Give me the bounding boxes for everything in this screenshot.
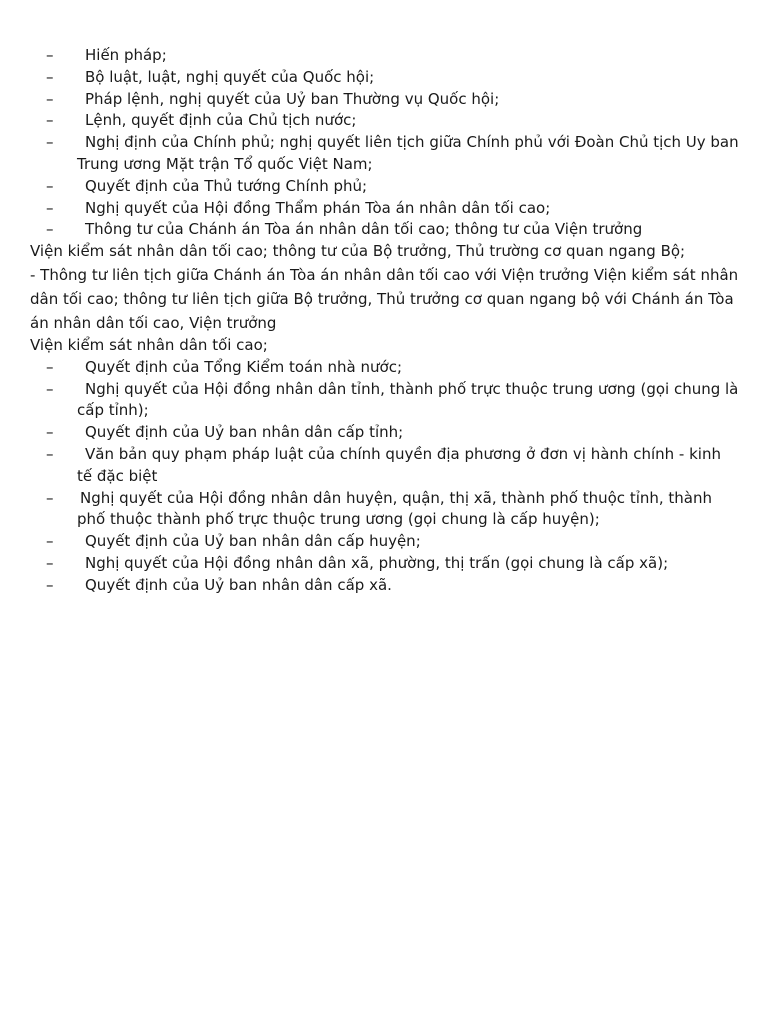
list-dash: – bbox=[46, 553, 54, 572]
list-item-text: Văn bản quy phạm pháp luật của chính quyền địa phương ở đơn vị hành chính - kinh tế đặc biệt bbox=[77, 444, 721, 485]
list-item bbox=[30, 357, 740, 379]
list-item-text: Quyết định của Uỷ ban nhân dân cấp tỉnh; bbox=[85, 423, 404, 442]
list-item bbox=[30, 67, 740, 89]
list-item-text: Hiến pháp; bbox=[85, 46, 167, 64]
list-dash: – bbox=[46, 575, 54, 594]
paragraph: Viện kiểm sát nhân dân tối cao; thông tư của Bộ trưởng, Thủ trường cơ quan ngang Bộ; bbox=[30, 242, 686, 261]
list-item-text: Pháp lệnh, nghị quyết của Uỷ ban Thường vụ Quốc hội; bbox=[85, 89, 500, 108]
list-dash: – bbox=[46, 133, 54, 152]
list-item bbox=[30, 89, 740, 111]
list-dash: – bbox=[46, 532, 54, 551]
list-item bbox=[30, 132, 740, 176]
list-item-text: Thông tư của Chánh án Tòa án nhân dân tối cao; thông tư của Viện trưởng bbox=[85, 220, 643, 239]
list-item-text: Nghị quyết của Hội đồng nhân dân tỉnh, thành phố trực thuộc trung ương (gọi chung là cấp tỉnh); bbox=[77, 379, 739, 420]
list-item bbox=[30, 176, 740, 198]
list-item bbox=[30, 45, 740, 67]
list-item bbox=[30, 553, 740, 575]
list-item-text: Bộ luật, luật, nghị quyết của Quốc hội; bbox=[85, 67, 375, 86]
paragraph: - Thông tư liên tịch giữa Chánh án Tòa án nhân dân tối cao với Viện trưởng Viện kiểm sát nhân dân tối cao; thông tư liên tịch giữa Bộ trưởng, Thủ trưởng cơ quan ngang bộ với Chánh án Tòa án nhân dân tối cao, Viện trưởng bbox=[30, 265, 739, 332]
list-item-text: Nghị quyết của Hội đồng nhân dân huyện, quận, thị xã, thành phố thuộc tỉnh, thành phố thuộc thành phố trực thuộc trung ương (gọi chung là cấp huyện); bbox=[77, 488, 713, 529]
list-dash: – bbox=[46, 46, 54, 64]
list-dash: – bbox=[46, 357, 54, 376]
list-item-text: Quyết định của Uỷ ban nhân dân cấp huyện; bbox=[85, 532, 421, 551]
list-item-text: Lệnh, quyết định của Chủ tịch nước; bbox=[85, 111, 357, 130]
list-item bbox=[30, 379, 740, 423]
paragraph: Viện kiểm sát nhân dân tối cao; bbox=[30, 335, 268, 354]
list-item bbox=[30, 488, 740, 532]
list-item bbox=[30, 575, 740, 597]
list-item-text: Nghị quyết của Hội đồng nhân dân xã, phường, thị trấn (gọi chung là cấp xã); bbox=[85, 553, 669, 572]
list-dash: – bbox=[46, 198, 54, 217]
list-dash: – bbox=[46, 423, 54, 442]
list-item-text: Quyết định của Thủ tướng Chính phủ; bbox=[85, 176, 368, 195]
list-dash: – bbox=[46, 488, 54, 507]
list-dash: – bbox=[46, 89, 54, 108]
list-item bbox=[30, 444, 740, 488]
list-dash: – bbox=[46, 176, 54, 195]
list-dash: – bbox=[46, 220, 54, 239]
list-dash: – bbox=[46, 111, 54, 130]
list-item-text: Quyết định của Uỷ ban nhân dân cấp xã. bbox=[85, 575, 392, 594]
list-item bbox=[30, 422, 740, 444]
list-item bbox=[30, 110, 740, 132]
list-dash: – bbox=[46, 444, 54, 463]
list-item bbox=[30, 531, 740, 553]
list-item bbox=[30, 219, 740, 241]
list-item-text: Nghị định của Chính phủ; nghị quyết liên tịch giữa Chính phủ với Đoàn Chủ tịch Uy ban Trung ương Mặt trận Tổ quốc Việt Nam; bbox=[77, 133, 739, 173]
list-item-text: Nghị quyết của Hội đồng Thẩm phán Tòa án nhân dân tối cao; bbox=[85, 198, 551, 217]
list-item-text: Quyết định của Tổng Kiểm toán nhà nước; bbox=[85, 357, 402, 376]
list-item bbox=[30, 198, 740, 220]
list-dash: – bbox=[46, 67, 54, 86]
list-dash: – bbox=[46, 379, 54, 398]
